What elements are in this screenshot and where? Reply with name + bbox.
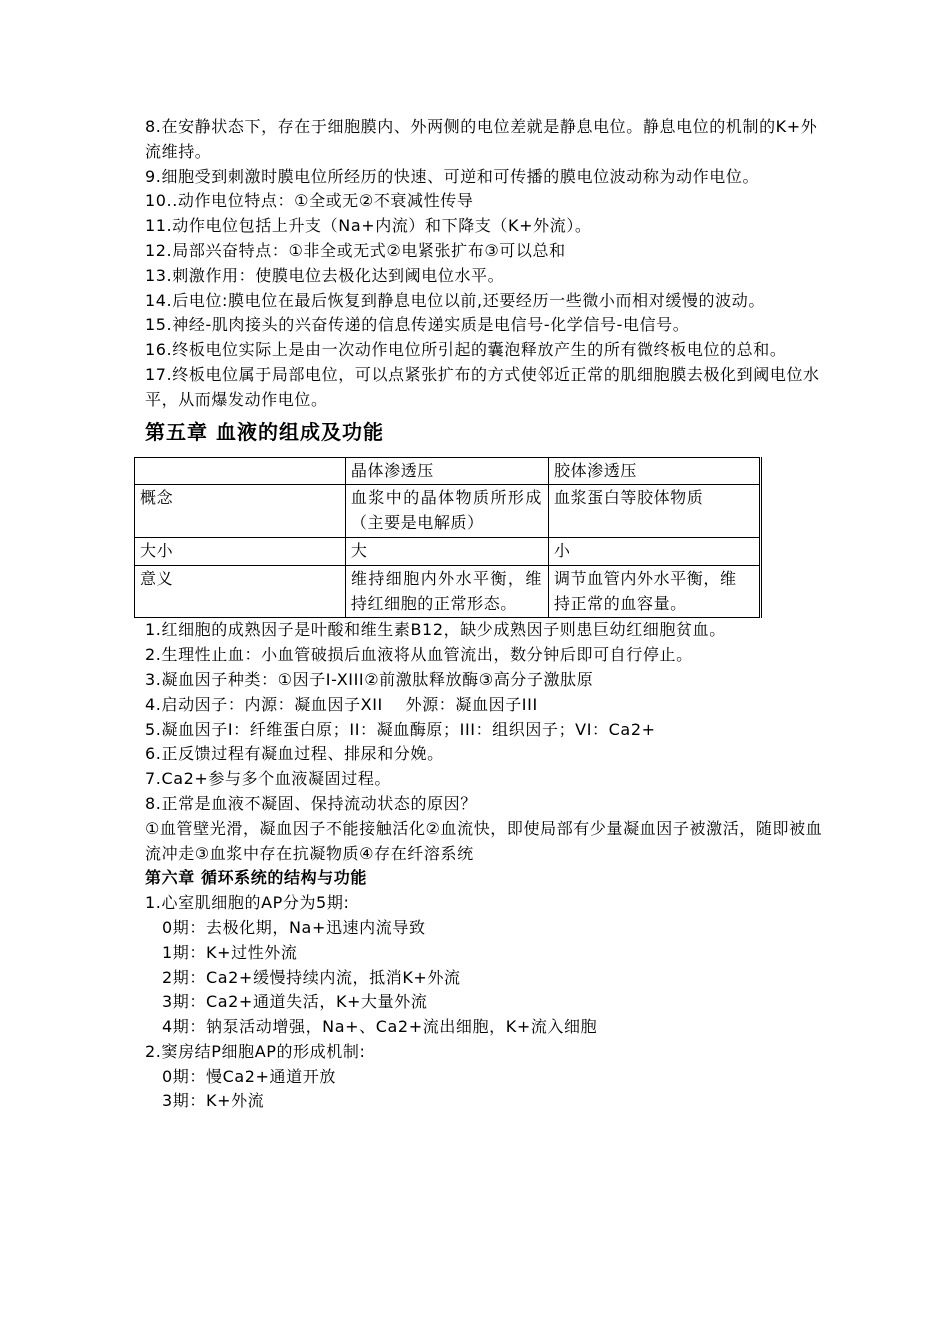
table-cell: 概念 [135,485,346,538]
paragraph-16: 16.终板电位实际上是由一次动作电位所引起的囊泡释放产生的所有微终板电位的总和。 [145,340,787,360]
paragraph-10: 10..动作电位特点：①全或无②不衰减性传导 [145,191,474,211]
table-header-cell: 晶体渗透压 [345,457,548,485]
phase-1-line: 1期：K+过性外流 [162,942,298,962]
page-content [140,115,825,1114]
table-cell: 血浆中的晶体物质所形成（主要是电解质） [345,485,548,538]
table-cell: 小 [548,537,760,565]
table-header-cell: 胶体渗透压 [548,457,760,485]
table-cell: 血浆蛋白等胶体物质 [548,485,760,538]
phase-3-line: 3期：Ca2+通道失活，K+大量外流 [162,992,428,1012]
paragraph-8: 8.在安静状态下，存在于细胞膜内、外两侧的电位差就是静息电位。静息电位的机制的K+外流维持。 [145,117,818,161]
table-cell: 调节血管内外水平衡，维持正常的血容量。 [548,565,760,618]
table-cell: 意义 [135,565,346,618]
table-row [135,537,761,565]
blood-item-8-answer: ①血管壁光滑，凝血因子不能接触活化②血流快，即使局部有少量凝血因子被激活，随即被血流冲走③血浆中存在抗凝物质④存在纤溶系统 [145,818,823,863]
blood-item-8: 8.正常是血液不凝固、保持流动状态的原因？ [145,793,477,813]
phase-0-line: 0期：去极化期，Na+迅速内流导致 [162,917,426,937]
sa-phase-0-line: 0期：慢Ca2+通道开放 [162,1066,336,1086]
table-header-cell [135,457,346,485]
blood-item-6: 6.正反馈过程有凝血过程、排尿和分娩。 [145,744,444,764]
table-cell: 大小 [135,537,346,565]
blood-item-7: 7.Ca2+参与多个血液凝固过程。 [145,769,392,789]
table-cell: 维持细胞内外水平衡，维持红细胞的正常形态。 [345,565,548,618]
paragraph-15: 15.神经-肌肉接头的兴奋传递的信息传递实质是电信号-化学信号-电信号。 [145,315,690,335]
blood-item-3: 3.凝血因子种类：①因子Ⅰ-XIII②前激肽释放酶③高分子激肽原 [145,669,594,689]
blood-item-4: 4.启动因子：内源：凝血因子XII 外源：凝血因子III [145,694,538,714]
paragraph-9: 9.细胞受到刺激时膜电位所经历的快速、可逆和可传播的膜电位波动称为动作电位。 [145,166,760,186]
phase-2-line: 2期：Ca2+缓慢持续内流，抵消K+外流 [162,967,461,987]
paragraph-13: 13.刺激作用：使膜电位去极化达到阈电位水平。 [145,265,505,285]
table-cell: 大 [345,537,548,565]
table-row [135,565,761,618]
circulation-item-2: 2.窦房结P细胞AP的形成机制: [145,1041,366,1061]
osmotic-pressure-table [134,457,762,619]
chapter5-title: 第五章 血液的组成及功能 [145,419,384,444]
paragraph-12: 12.局部兴奋特点：①非全或无式②电紧张扩布③可以总和 [145,240,566,260]
paragraph-14: 14.后电位:膜电位在最后恢复到静息电位以前,还要经历一些微小而相对缓慢的波动。 [145,290,765,310]
chapter6-title: 第六章 循环系统的结构与功能 [145,868,367,888]
blood-item-2: 2.生理性止血：小血管破损后血液将从血管流出，数分钟后即可自行停止。 [145,645,693,665]
table-row [135,485,761,538]
phase-4-line: 4期：钠泵活动增强，Na+、Ca2+流出细胞，K+流入细胞 [162,1017,598,1037]
paragraph-11: 11.动作电位包括上升支（Na+内流）和下降支（K+外流）。 [145,216,592,236]
circulation-item-1: 1.心室肌细胞的AP分为5期: [145,893,350,913]
sa-phase-3-line: 3期：K+外流 [162,1091,265,1111]
paragraph-17: 17.终板电位属于局部电位，可以点紧张扩布的方式使邻近正常的肌细胞膜去极化到阈电位水平，从而爆发动作电位。 [145,364,820,409]
blood-item-5: 5.凝血因子I：纤维蛋白原；II：凝血酶原；III：组织因子；VI：Ca2+ [145,719,656,739]
blood-item-1: 1.红细胞的成熟因子是叶酸和维生素B12，缺少成熟因子则患巨幼红细胞贫血。 [145,620,726,640]
table-header-row [135,457,761,485]
